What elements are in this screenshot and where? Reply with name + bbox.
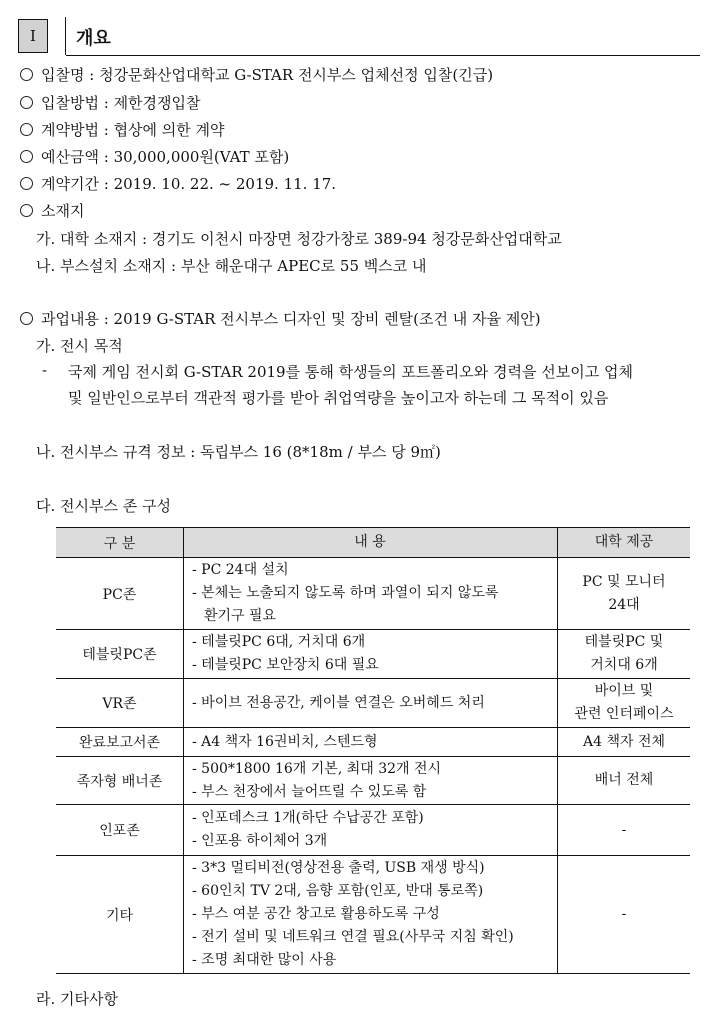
zone-heading: 다. 전시부스 존 구성 (36, 497, 171, 515)
content-line: - 500*1800 16개 기본, 최대 32개 전시 (192, 760, 442, 777)
provided-line: 관련 인터페이스 (574, 706, 674, 722)
table-row (56, 630, 690, 679)
content-line: - 부스 여분 공간 창고로 활용하도록 구성 (192, 906, 440, 922)
item-location (20, 200, 84, 221)
purpose-line-1: 국제 게임 전시회 G-STAR 2019를 통해 학생들의 포트폴리오와 경력을 선보이고 업체 (68, 363, 633, 381)
location-university: 가. 대학 소재지 : 경기도 이천시 마장면 청강가창로 389-94 청강문화산업대학교 (36, 230, 562, 248)
table-header-row (56, 528, 690, 558)
item-bid-name: 입찰명 : 청강문화산업대학교 G-STAR 전시부스 업체선정 입찰(긴급) (20, 64, 493, 85)
zone-content (184, 679, 558, 728)
item-value: 청강문화산업대학교 G-STAR 전시부스 업체선정 입찰(긴급) (99, 66, 494, 84)
content-line: - A4 책자 16권비치, 스텐드형 (192, 733, 378, 750)
provided-line: 거치대 6개 (590, 657, 658, 673)
other-heading: 라. 기타사항 (36, 990, 118, 1008)
item-budget: 예산금액 : 30,000,000원(VAT 포함) (20, 146, 289, 167)
content-line: - 테블릿PC 6대, 거치대 6개 (192, 634, 366, 650)
header-content: 내 용 (184, 528, 558, 558)
zone-name: PC존 (56, 558, 184, 630)
circle-bullet-icon (20, 150, 33, 163)
zone-provided (558, 757, 691, 805)
table-row (56, 856, 690, 974)
zone-content (184, 630, 558, 679)
provided-line: 24대 (608, 596, 640, 613)
item-value: 협상에 의한 계약 (113, 121, 225, 139)
zone-provided (558, 856, 691, 974)
item-label: 입찰명 (41, 66, 85, 84)
item-value: 30,000,000원(VAT 포함) (113, 148, 290, 166)
provided-line: - (621, 906, 627, 922)
circle-bullet-icon (20, 123, 33, 136)
zone-name: 완료보고서존 (56, 728, 184, 757)
zone-content (184, 757, 558, 805)
location-booth: 나. 부스설치 소재지 : 부산 해운대구 APEC로 55 벡스코 내 (36, 257, 427, 275)
booth-spec: 나. 전시부스 규격 정보 : 독립부스 16 (8*18m / 부스 당 9㎡) (36, 443, 441, 461)
dash-marker: - (42, 361, 48, 379)
content-line: - PC 24대 설치 (192, 562, 289, 578)
provided-line: 테블릿PC 및 (584, 634, 664, 650)
circle-bullet-icon (20, 96, 33, 109)
provided-line: - (621, 821, 627, 838)
provided-line: 바이브 및 (594, 683, 654, 699)
purpose-heading: 가. 전시 목적 (36, 337, 123, 355)
content-line: 환기구 필요 (204, 608, 277, 624)
content-line: - 인포데스크 1개(하단 수납공간 포함) (192, 810, 424, 826)
item-label: 계약기간 (41, 175, 99, 193)
header-provided: 대학 제공 (558, 528, 691, 558)
zone-content (184, 805, 558, 856)
zone-name: VR존 (56, 679, 184, 728)
provided-line: A4 책자 전체 (582, 733, 665, 750)
task-title: 과업내용 : 2019 G-STAR 전시부스 디자인 및 장비 렌탈(조건 내 자율 제안) (41, 310, 541, 328)
zone-content (184, 728, 558, 757)
item-bid-method: 입찰방법 : 제한경쟁입찰 (20, 92, 201, 113)
zone-content (184, 856, 558, 974)
table-row (56, 757, 690, 805)
provided-line: PC 및 모니터 (582, 573, 666, 590)
zone-content (184, 558, 558, 630)
item-value: 2019. 10. 22. ~ 2019. 11. 17. (113, 175, 337, 193)
header-category: 구 분 (56, 528, 184, 558)
content-line: - 60인치 TV 2대, 음향 포함(인포, 반대 통로쪽) (192, 883, 484, 899)
zone-provided (558, 728, 691, 757)
section-title: 개요 (76, 28, 111, 49)
content-line: - 바이브 전용공간, 케이블 연결은 오버헤드 처리 (192, 694, 485, 711)
item-task (20, 308, 541, 329)
zone-name: 테블릿PC존 (56, 630, 184, 679)
table-row (56, 679, 690, 728)
zone-name: 인포존 (56, 805, 184, 856)
purpose-line-2: 및 일반인으로부터 객관적 평가를 받아 취업역량을 높이고자 하는데 그 목적이 있음 (68, 389, 609, 407)
circle-bullet-icon (20, 312, 33, 325)
content-line: - 테블릿PC 보안장치 6대 필요 (192, 657, 379, 673)
content-line: - 조명 최대한 많이 사용 (192, 952, 337, 968)
item-label: 입찰방법 (41, 94, 99, 112)
item-label: 계약방법 (41, 121, 99, 139)
zone-name: 족자형 배너존 (56, 757, 184, 805)
item-label: 소재지 (41, 202, 85, 220)
zone-provided (558, 558, 691, 630)
zone-provided (558, 805, 691, 856)
circle-bullet-icon (20, 68, 33, 81)
content-line: - 본체는 노출되지 않도록 하며 과열이 되지 않도록 (192, 585, 499, 601)
item-contract-method: 계약방법 : 협상에 의한 계약 (20, 119, 225, 140)
item-contract-period: 계약기간 : 2019. 10. 22. ~ 2019. 11. 17. (20, 173, 336, 194)
item-value: 제한경쟁입찰 (113, 94, 201, 112)
table-row (56, 805, 690, 856)
section-underline (66, 55, 700, 56)
circle-bullet-icon (20, 177, 33, 190)
section-divider (65, 17, 66, 55)
content-line: - 전기 설비 및 네트워크 연결 필요(사무국 지침 확인) (192, 929, 514, 945)
table-row (56, 728, 690, 757)
circle-bullet-icon (20, 204, 33, 217)
zone-provided (558, 630, 691, 679)
content-line: - 3*3 멀티비전(영상전용 출력, USB 재생 방식) (192, 860, 485, 876)
zone-name: 기타 (56, 856, 184, 974)
content-line: - 인포용 하이체어 3개 (192, 833, 328, 849)
item-label: 예산금액 (41, 148, 99, 166)
table-row (56, 558, 690, 630)
content-line: - 부스 천장에서 늘어뜨릴 수 있도록 함 (192, 783, 427, 800)
section-number: Ⅰ (18, 19, 48, 53)
zone-provided (558, 679, 691, 728)
booth-zone-table (56, 527, 690, 974)
provided-line: 배너 전체 (594, 772, 654, 788)
